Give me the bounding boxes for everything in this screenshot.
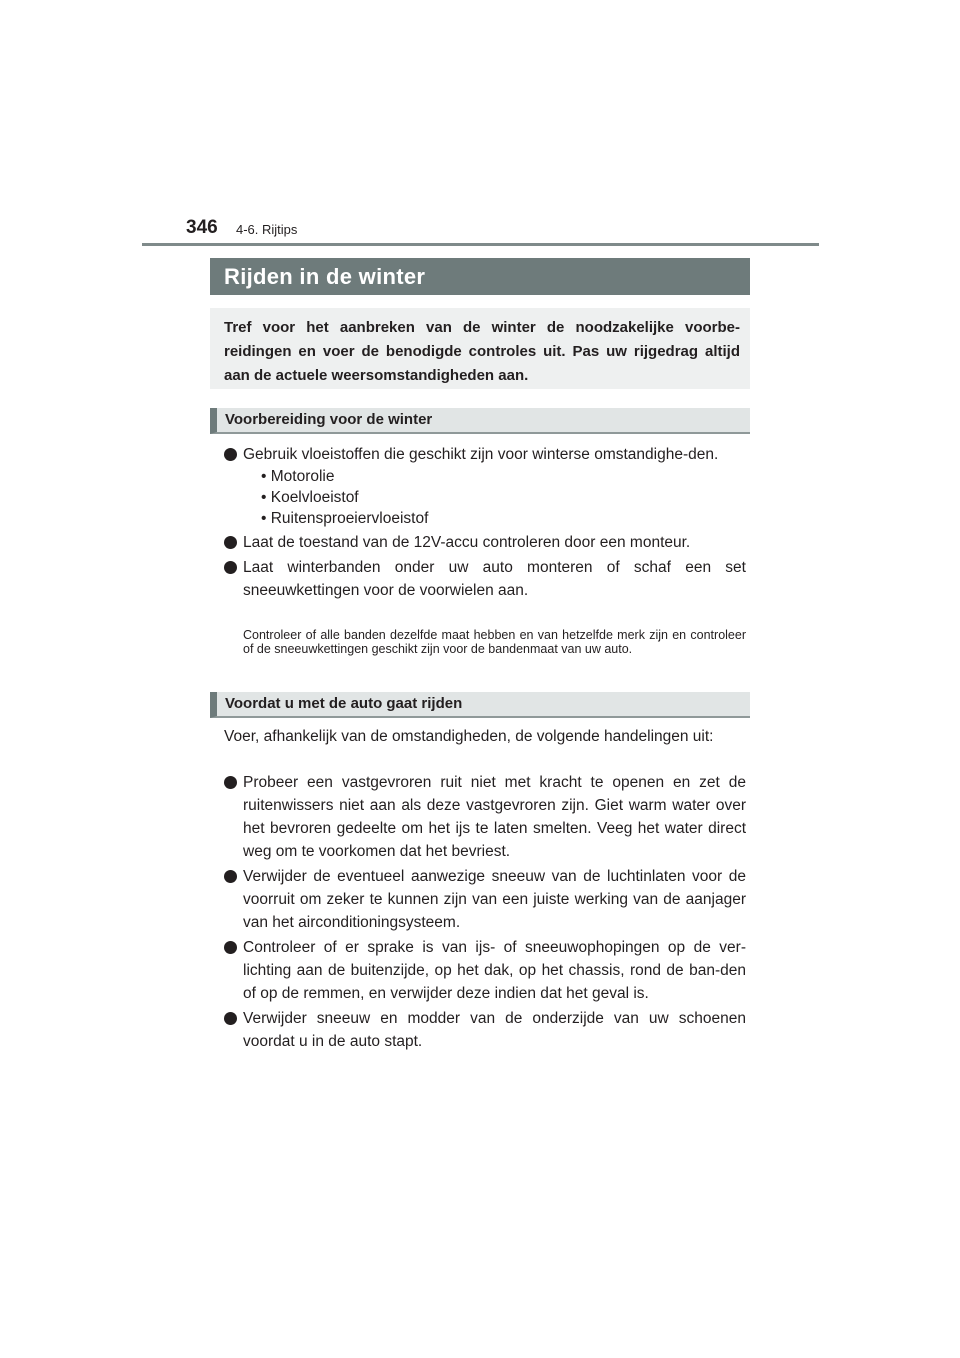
list-item: [224, 443, 746, 529]
page-number: 346: [186, 217, 218, 238]
intro-box: Tref voor het aanbreken van de winter de noodzakelijke voorbe-reidingen en voer de benodigde controles uit. Pas uw rijgedrag altijd aan de actuele weersomstandigheden aan.: [210, 308, 750, 389]
bullet-icon: [224, 941, 237, 954]
before-driving-lead: Voer, afhankelijk van de omstandigheden, de volgende handelingen uit:: [224, 728, 714, 745]
list-item-text: Verwijder de eventueel aanwezige sneeuw van de luchtinlaten voor de voorruit om zeker te kunnen zijn van een juiste werking van de aanjager van het airconditioningsysteem.: [243, 868, 746, 931]
section-heading-before-driving: Voordat u met de auto gaat rijden: [210, 692, 750, 718]
list-item: [224, 865, 746, 934]
section-heading-winter-prep: Voorbereiding voor de winter: [210, 408, 750, 434]
list-item: [224, 531, 746, 554]
before-driving-list: [224, 771, 746, 1055]
bullet-icon: [224, 870, 237, 883]
fluid-item: • Ruitensproeiervloeistof: [261, 510, 429, 527]
bullet-icon: [224, 776, 237, 789]
list-item-text: Laat de toestand van de 12V-accu controleren door een monteur.: [243, 534, 691, 551]
fluid-item: • Motorolie: [261, 468, 335, 485]
page-title: Rijden in de winter: [210, 258, 750, 295]
list-item-text: Gebruik vloeistoffen die geschikt zijn voor winterse omstandighe-den.: [243, 446, 719, 463]
list-item: [224, 936, 746, 1005]
winter-prep-list: [224, 443, 746, 604]
list-item: [224, 1007, 746, 1053]
list-item-text: Laat winterbanden onder uw auto monteren of schaf een set sneeuwkettingen voor de voorwielen aan.: [243, 559, 746, 599]
list-item: [224, 556, 746, 602]
list-item-text: Controleer of er sprake is van ijs- of sneeuwophopingen op de ver-lichting aan de buitenzijde, op het dak, op het chassis, rond de ban-den of op de remmen, en verwijder deze indien dat het geval is.: [243, 939, 746, 1002]
header-divider: [142, 243, 819, 246]
list-item: [224, 771, 746, 863]
fluid-item: • Koelvloeistof: [261, 489, 359, 506]
tire-note: Controleer of alle banden dezelfde maat hebben en van hetzelfde merk zijn en controleer of de sneeuwkettingen geschikt zijn voor de bandenmaat van uw auto.: [243, 628, 746, 656]
section-reference: 4-6. Rijtips: [236, 222, 298, 237]
list-item-text: Probeer een vastgevroren ruit niet met kracht te openen en zet de ruitenwissers niet aan als deze vastgevroren zijn. Giet warm water over het bevroren gedeelte om het ijs te laten smelten. Veeg het water direct weg om te voorkomen dat het bevriest.: [243, 774, 746, 860]
bullet-icon: [224, 1012, 237, 1025]
bullet-icon: [224, 561, 237, 574]
list-item-text: Verwijder sneeuw en modder van de onderzijde van uw schoenen voordat u in de auto stapt.: [243, 1010, 746, 1050]
bullet-icon: [224, 448, 237, 461]
fluid-list: [243, 466, 746, 529]
bullet-icon: [224, 536, 237, 549]
